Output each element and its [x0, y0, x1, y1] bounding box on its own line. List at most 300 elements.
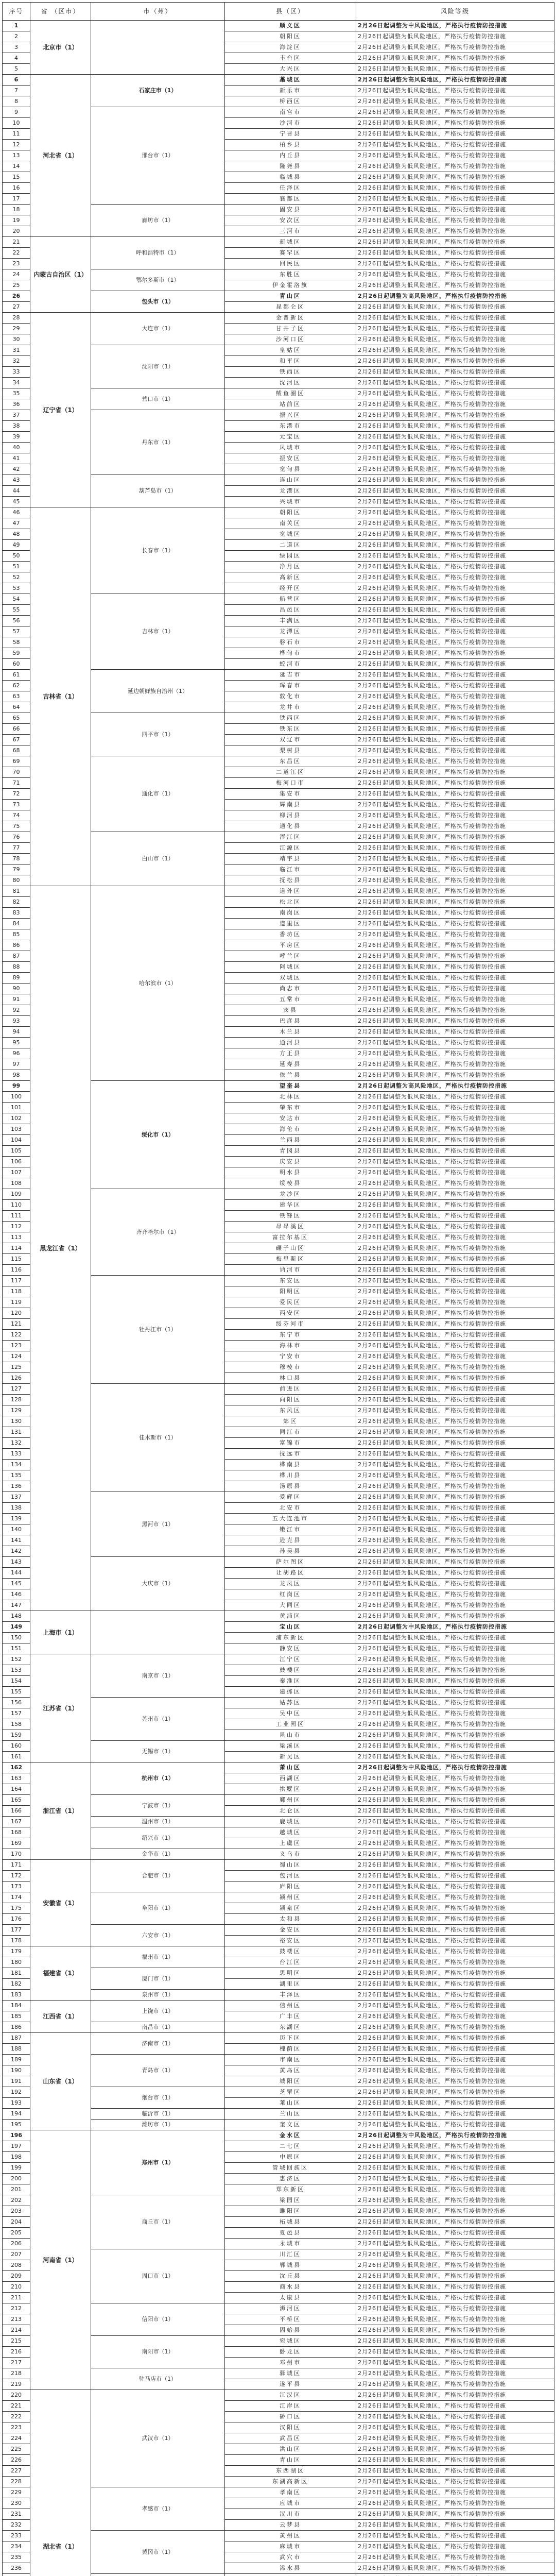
row-number: 139 [3, 1514, 30, 1524]
row-number: 41 [3, 453, 30, 464]
row-number: 183 [3, 1990, 30, 2001]
row-number: 53 [3, 583, 30, 594]
risk-level-cell: 2月26日起调整为低风险地区，严格执行疫情防控措施 [356, 1838, 554, 1849]
row-number: 114 [3, 1243, 30, 1254]
risk-level-cell: 2月26日起调整为低风险地区，严格执行疫情防控措施 [356, 1286, 554, 1297]
risk-level-cell: 2月26日起调整为低风险地区，严格执行疫情防控措施 [356, 1719, 554, 1730]
city-cell: 南京市（1） [91, 1654, 225, 1698]
row-number: 142 [3, 1546, 30, 1557]
county-cell: 台江区 [225, 1957, 356, 1968]
risk-level-cell: 2月26日起调整为低风险地区，严格执行疫情防控措施 [356, 2141, 554, 2152]
county-cell: 遂平县 [225, 2379, 356, 2390]
county-cell: 丰满区 [225, 616, 356, 626]
county-cell: 辉南县 [225, 800, 356, 810]
risk-level-cell: 2月26日起调整为低风险地区，严格执行疫情防控措施 [356, 172, 554, 183]
row-number: 141 [3, 1535, 30, 1546]
county-cell: 东昌区 [225, 756, 356, 767]
county-cell: 浉河区 [225, 2303, 356, 2314]
risk-level-cell: 2月26日起调整为低风险地区，严格执行疫情防控措施 [356, 691, 554, 702]
risk-level-cell: 2月26日起调整为低风险地区，严格执行疫情防控措施 [356, 464, 554, 475]
risk-level-cell: 2月26日起调整为低风险地区，严格执行疫情防控措施 [356, 280, 554, 291]
county-cell: 凤城市 [225, 443, 356, 453]
county-cell: 萨尔图区 [225, 1557, 356, 1568]
risk-level-cell: 2月26日起调整为低风险地区，严格执行疫情防控措施 [356, 1124, 554, 1135]
province-cell: 山东省（1） [30, 2033, 91, 2130]
county-cell: 东西湖区 [225, 2466, 356, 2477]
county-cell: 东湖区 [225, 2022, 356, 2033]
row-number: 54 [3, 594, 30, 605]
row-number: 225 [3, 2444, 30, 2455]
risk-level-cell: 2月26日起调整为低风险地区，严格执行疫情防控措施 [356, 626, 554, 637]
risk-level-cell: 2月26日起调整为低风险地区，严格执行疫情防控措施 [356, 616, 554, 626]
row-number: 57 [3, 626, 30, 637]
city-cell: 吉林市（1） [91, 594, 225, 670]
risk-level-cell: 2月26日起调整为低风险地区，严格执行疫情防控措施 [356, 367, 554, 378]
row-number: 215 [3, 2336, 30, 2347]
county-cell: 芝罘区 [225, 2087, 356, 2098]
county-cell: 庐阳区 [225, 1882, 356, 1892]
row-number: 72 [3, 789, 30, 800]
county-cell: 五大连池市 [225, 1514, 356, 1524]
county-cell: 靖宇县 [225, 854, 356, 865]
risk-level-cell: 2月26日起调整为低风险地区，严格执行疫情防控措施 [356, 486, 554, 497]
row-number: 71 [3, 778, 30, 789]
risk-level-cell: 2月26日起调整为低风险地区，严格执行疫情防控措施 [356, 1676, 554, 1687]
row-number: 43 [3, 475, 30, 486]
row-number: 60 [3, 659, 30, 670]
county-cell: 穆棱市 [225, 1362, 356, 1373]
county-cell: 义乌市 [225, 1849, 356, 1860]
risk-level-cell: 2月26日起调整为低风险地区，严格执行疫情防控措施 [356, 313, 554, 324]
risk-level-cell: 2月26日起调整为低风险地区，严格执行疫情防控措施 [356, 735, 554, 745]
county-cell: 蜀山区 [225, 1860, 356, 1871]
risk-level-cell: 2月26日起调整为低风险地区，严格执行疫情防控措施 [356, 2011, 554, 2022]
row-number: 106 [3, 1157, 30, 1167]
row-number: 146 [3, 1589, 30, 1600]
city-cell: 厦门市（1） [91, 1968, 225, 1990]
row-number: 108 [3, 1178, 30, 1189]
county-cell: 信州区 [225, 2001, 356, 2011]
county-cell: 皇姑区 [225, 345, 356, 356]
row-number: 188 [3, 2044, 30, 2055]
risk-level-cell: 2月26日起调整为低风险地区，严格执行疫情防控措施 [356, 86, 554, 96]
risk-level-cell: 2月26日起调整为低风险地区，严格执行疫情防控措施 [356, 2293, 554, 2303]
city-cell: 黄冈市（1） [91, 2531, 225, 2574]
county-cell: 包河区 [225, 1871, 356, 1882]
county-cell: 绿园区 [225, 551, 356, 562]
risk-level-cell: 2月26日起调整为高风险地区，严格执行疫情防控措施 [356, 291, 554, 302]
row-number: 35 [3, 388, 30, 399]
risk-level-cell: 2月26日起调整为低风险地区，严格执行疫情防控措施 [356, 2455, 554, 2466]
county-cell: 商水县 [225, 2282, 356, 2293]
county-cell: 二道江区 [225, 767, 356, 778]
row-number: 18 [3, 205, 30, 215]
risk-level-cell: 2月26日起调整为低风险地区，严格执行疫情防控措施 [356, 562, 554, 572]
city-cell: 白山市（1） [91, 832, 225, 886]
risk-level-cell: 2月26日起调整为低风险地区，严格执行疫情防控措施 [356, 1503, 554, 1514]
risk-level-cell: 2月26日起调整为低风险地区，严格执行疫情防控措施 [356, 31, 554, 42]
county-cell: 船营区 [225, 594, 356, 605]
city-cell: 丹东市（1） [91, 410, 225, 475]
county-cell: 青山区 [225, 291, 356, 302]
county-cell: 上虞区 [225, 1838, 356, 1849]
risk-level-cell: 2月26日起调整为低风险地区，严格执行疫情防控措施 [356, 2282, 554, 2293]
risk-level-cell: 2月26日起调整为低风险地区，严格执行疫情防控措施 [356, 259, 554, 269]
risk-level-cell: 2月26日起调整为低风险地区，严格执行疫情防控措施 [356, 410, 554, 421]
county-cell: 龙凤区 [225, 1579, 356, 1589]
county-cell: 鄞州区 [225, 1795, 356, 1806]
risk-level-cell: 2月26日起调整为低风险地区，严格执行疫情防控措施 [356, 1005, 554, 1016]
risk-level-cell: 2月26日起调整为低风险地区，严格执行疫情防控措施 [356, 670, 554, 681]
county-cell: 嫩江市 [225, 1524, 356, 1535]
row-number: 116 [3, 1265, 30, 1276]
city-cell: 郑州市（1） [91, 2130, 225, 2195]
risk-level-cell: 2月26日起调整为低风险地区，严格执行疫情防控措施 [356, 129, 554, 140]
city-cell: 齐齐哈尔市（1） [91, 1189, 225, 1276]
county-cell: 同江市 [225, 1427, 356, 1438]
row-number: 38 [3, 421, 30, 432]
row-number: 112 [3, 1222, 30, 1232]
risk-level-cell: 2月26日起调整为低风险地区，严格执行疫情防控措施 [356, 540, 554, 551]
risk-level-cell: 2月26日起调整为低风险地区，严格执行疫情防控措施 [356, 648, 554, 659]
county-cell: 桦南县 [225, 1460, 356, 1470]
row-number: 111 [3, 1211, 30, 1222]
row-number: 97 [3, 1059, 30, 1070]
risk-level-cell: 2月26日起调整为低风险地区，严格执行疫情防控措施 [356, 1687, 554, 1698]
county-cell: 鼓楼区 [225, 1665, 356, 1676]
row-number: 120 [3, 1308, 30, 1319]
row-number: 29 [3, 324, 30, 334]
table-row [3, 237, 554, 248]
risk-level-cell: 2月26日起调整为低风险地区，严格执行疫情防控措施 [356, 2087, 554, 2098]
province-cell: 上海市（1） [30, 1611, 91, 1654]
county-cell: 孝南区 [225, 2487, 356, 2498]
row-number: 65 [3, 713, 30, 724]
county-cell: 甘井子区 [225, 324, 356, 334]
risk-level-cell: 2月26日起调整为低风险地区，严格执行疫情防控措施 [356, 2487, 554, 2498]
risk-level-cell: 2月26日起调整为低风险地区，严格执行疫情防控措施 [356, 572, 554, 583]
risk-level-cell: 2月26日起调整为低风险地区，严格执行疫情防控措施 [356, 2109, 554, 2120]
county-cell: 梁园区 [225, 2195, 356, 2206]
row-number: 79 [3, 865, 30, 875]
row-number: 202 [3, 2195, 30, 2206]
county-cell: 江源区 [225, 843, 356, 854]
risk-level-cell: 2月26日起调整为低风险地区，严格执行疫情防控措施 [356, 2206, 554, 2217]
county-cell: 襄都区 [225, 194, 356, 205]
row-number: 137 [3, 1492, 30, 1503]
county-cell: 西湖区 [225, 1773, 356, 1784]
row-number: 67 [3, 735, 30, 745]
city-cell: 宁波市（1） [91, 1795, 225, 1817]
county-cell: 金水区 [225, 2130, 356, 2141]
county-cell: 隆尧县 [225, 161, 356, 172]
county-cell: 建邺区 [225, 1687, 356, 1698]
row-number: 80 [3, 875, 30, 886]
county-cell: 朝阳区 [225, 31, 356, 42]
header-risk-level: 风险等级 [356, 3, 554, 21]
risk-level-cell: 2月26日起调整为低风险地区，严格执行疫情防控措施 [356, 789, 554, 800]
risk-level-cell: 2月26日起调整为低风险地区，严格执行疫情防控措施 [356, 475, 554, 486]
row-number: 209 [3, 2271, 30, 2282]
county-cell: 桦甸市 [225, 648, 356, 659]
county-cell: 梁溪区 [225, 1741, 356, 1752]
county-cell: 桦川县 [225, 1470, 356, 1481]
county-cell: 通河县 [225, 1038, 356, 1048]
county-cell: 沈河区 [225, 378, 356, 388]
risk-level-cell: 2月26日起调整为低风险地区，严格执行疫情防控措施 [356, 929, 554, 940]
county-cell [225, 2574, 356, 2576]
county-cell: 方正县 [225, 1048, 356, 1059]
risk-level-cell: 2月26日起调整为低风险地区，严格执行疫情防控措施 [356, 53, 554, 64]
county-cell: 永城市 [225, 2239, 356, 2249]
county-cell: 中原区 [225, 2152, 356, 2163]
risk-level-cell: 2月26日起调整为低风险地区，严格执行疫情防控措施 [356, 1817, 554, 1827]
risk-level-cell: 2月26日起调整为低风险地区，严格执行疫情防控措施 [356, 2174, 554, 2184]
risk-level-cell: 2月26日起调整为低风险地区，严格执行疫情防控措施 [356, 388, 554, 399]
county-cell: 海伦市 [225, 1124, 356, 1135]
county-cell: 云梦县 [225, 2520, 356, 2531]
row-number: 47 [3, 518, 30, 529]
header-city: 市（州） [91, 3, 225, 21]
risk-level-cell: 2月26日起调整为低风险地区，严格执行疫情防控措施 [356, 507, 554, 518]
county-cell: 固始县 [225, 2325, 356, 2336]
row-number: 174 [3, 1892, 30, 1903]
county-cell: 浑江区 [225, 832, 356, 843]
county-cell: 阳明区 [225, 1286, 356, 1297]
county-cell: 富锦市 [225, 1438, 356, 1449]
row-number: 100 [3, 1092, 30, 1103]
county-cell: 抚远市 [225, 1449, 356, 1460]
county-cell: 海林市 [225, 1341, 356, 1351]
city-cell: 杭州市（1） [91, 1762, 225, 1795]
row-number: 153 [3, 1665, 30, 1676]
city-cell: 绥化市（1） [91, 1081, 225, 1189]
row-number: 171 [3, 1860, 30, 1871]
row-number: 109 [3, 1189, 30, 1200]
county-cell: 道外区 [225, 886, 356, 897]
county-cell: 巴彦县 [225, 1016, 356, 1027]
county-cell: 城阳区 [225, 2076, 356, 2087]
risk-level-cell: 2月26日起调整为低风险地区，严格执行疫情防控措施 [356, 767, 554, 778]
row-number: 13 [3, 150, 30, 161]
county-cell: 金普新区 [225, 313, 356, 324]
risk-level-cell: 2月26日起调整为低风险地区，严格执行疫情防控措施 [356, 2325, 554, 2336]
row-number: 83 [3, 908, 30, 919]
row-number: 86 [3, 940, 30, 951]
county-cell: 姑苏区 [225, 1698, 356, 1708]
county-cell: 太和县 [225, 1914, 356, 1925]
row-number: 223 [3, 2422, 30, 2433]
risk-level-cell: 2月26日起调整为低风险地区，严格执行疫情防控措施 [356, 1016, 554, 1027]
row-number: 91 [3, 994, 30, 1005]
row-number: 128 [3, 1395, 30, 1405]
county-cell: 奎文区 [225, 2120, 356, 2130]
risk-level-cell: 2月26日起调整为低风险地区，严格执行疫情防控措施 [356, 659, 554, 670]
row-number: 140 [3, 1524, 30, 1535]
risk-level-cell: 2月26日起调整为低风险地区，严格执行疫情防控措施 [356, 1341, 554, 1351]
county-cell: 新乐市 [225, 86, 356, 96]
city-cell: 南昌市（1） [91, 2022, 225, 2033]
row-number: 162 [3, 1762, 30, 1773]
row-number: 75 [3, 821, 30, 832]
county-cell: 铁西区 [225, 367, 356, 378]
county-cell: 鲅鱼圈区 [225, 388, 356, 399]
risk-level-cell: 2月26日起调整为低风险地区，严格执行疫情防控措施 [356, 248, 554, 259]
row-number: 159 [3, 1730, 30, 1741]
row-number: 154 [3, 1676, 30, 1687]
row-number: 165 [3, 1795, 30, 1806]
county-cell: 五常市 [225, 994, 356, 1005]
risk-level-cell: 2月26日起调整为低风险地区，严格执行疫情防控措施 [356, 2184, 554, 2195]
table-row [3, 2001, 554, 2011]
risk-level-cell: 2月26日起调整为低风险地区，严格执行疫情防控措施 [356, 1946, 554, 1957]
county-cell: 伊金霍洛旗 [225, 280, 356, 291]
county-cell: 望奎县 [225, 1081, 356, 1092]
row-number: 132 [3, 1438, 30, 1449]
risk-level-cell: 2月26日起调整为低风险地区，严格执行疫情防控措施 [356, 681, 554, 691]
row-number: 16 [3, 183, 30, 194]
row-number: 88 [3, 962, 30, 973]
risk-level-cell: 2月26日起调整为低风险地区，严格执行疫情防控措施 [356, 2314, 554, 2325]
county-cell: 青冈县 [225, 1146, 356, 1157]
city-cell: 鄂尔多斯市（1） [91, 269, 225, 291]
county-cell: 孙吴县 [225, 1546, 356, 1557]
row-number: 145 [3, 1579, 30, 1589]
city-cell: 临沂市（1） [91, 2109, 225, 2120]
risk-level-cell: 2月26日起调整为低风险地区，严格执行疫情防控措施 [356, 1330, 554, 1341]
county-cell: 龙港区 [225, 486, 356, 497]
row-number: 102 [3, 1113, 30, 1124]
row-number: 126 [3, 1373, 30, 1384]
risk-level-cell: 2月26日起调整为低风险地区，严格执行疫情防控措施 [356, 1059, 554, 1070]
row-number: 227 [3, 2466, 30, 2477]
row-number: 172 [3, 1871, 30, 1882]
county-cell: 大兴区 [225, 64, 356, 75]
row-number: 131 [3, 1427, 30, 1438]
row-number: 66 [3, 724, 30, 735]
row-number: 203 [3, 2206, 30, 2217]
row-number: 6 [3, 75, 30, 86]
risk-level-cell: 2月26日起调整为低风险地区，严格执行疫情防控措施 [356, 832, 554, 843]
county-cell: 湖里区 [225, 1979, 356, 1990]
row-number: 163 [3, 1773, 30, 1784]
city-cell: 烟台市（1） [91, 2087, 225, 2109]
county-cell: 柘城县 [225, 2217, 356, 2228]
city-cell: 大庆市（1） [91, 1557, 225, 1611]
county-cell: 庆安县 [225, 1157, 356, 1167]
county-cell: 内丘县 [225, 150, 356, 161]
row-number: 193 [3, 2098, 30, 2109]
table-row [3, 1946, 554, 1957]
county-cell: 东胜区 [225, 269, 356, 280]
risk-level-cell: 2月26日起调整为低风险地区，严格执行疫情防控措施 [356, 2055, 554, 2065]
risk-level-cell: 2月26日起调整为低风险地区，严格执行疫情防控措施 [356, 1600, 554, 1611]
county-cell: 通化县 [225, 821, 356, 832]
risk-level-cell: 2月26日起调整为低风险地区，严格执行疫情防控措施 [356, 1319, 554, 1330]
row-number: 78 [3, 854, 30, 865]
risk-level-cell: 2月26日起调整为低风险地区，严格执行疫情防控措施 [356, 1470, 554, 1481]
county-cell: 宛城区 [225, 2336, 356, 2347]
row-number: 73 [3, 800, 30, 810]
county-cell: 思明区 [225, 1968, 356, 1979]
risk-level-cell: 2月26日起调整为低风险地区，严格执行疫情防控措施 [356, 1524, 554, 1535]
row-number: 10 [3, 118, 30, 129]
row-number: 99 [3, 1081, 30, 1092]
county-cell: 兴城市 [225, 497, 356, 507]
risk-level-cell: 2月26日起调整为低风险地区，严格执行疫情防控措施 [356, 1027, 554, 1038]
risk-area-table [2, 2, 554, 2576]
city-cell: 青岛市（1） [91, 2055, 225, 2087]
county-cell: 东湖高新区 [225, 2477, 356, 2487]
row-number: 158 [3, 1719, 30, 1730]
county-cell: 兰西县 [225, 1135, 356, 1146]
row-number: 76 [3, 832, 30, 843]
risk-level-cell: 2月26日起调整为低风险地区，严格执行疫情防控措施 [356, 843, 554, 854]
city-cell: 周口市（1） [91, 2249, 225, 2303]
county-cell: 二道区 [225, 540, 356, 551]
row-number: 113 [3, 1232, 30, 1243]
row-number: 181 [3, 1968, 30, 1979]
risk-level-cell: 2月26日起调整为低风险地区，严格执行疫情防控措施 [356, 1222, 554, 1232]
row-number: 50 [3, 551, 30, 562]
county-cell: 集安市 [225, 789, 356, 800]
row-number: 179 [3, 1946, 30, 1957]
county-cell: 爱民区 [225, 1297, 356, 1308]
row-number: 199 [3, 2163, 30, 2174]
row-number: 196 [3, 2130, 30, 2141]
risk-level-cell: 2月26日起调整为低风险地区，严格执行疫情防控措施 [356, 302, 554, 313]
county-cell: 川汇区 [225, 2249, 356, 2260]
county-cell: 汤原县 [225, 1481, 356, 1492]
risk-level-cell: 2月26日起调整为低风险地区，严格执行疫情防控措施 [356, 345, 554, 356]
risk-level-cell: 2月26日起调整为低风险地区，严格执行疫情防控措施 [356, 1254, 554, 1265]
county-cell: 沈丘县 [225, 2271, 356, 2282]
city-cell: 金华市（1） [91, 1849, 225, 1860]
province-cell: 福建省（1） [30, 1946, 91, 2001]
province-cell: 辽宁省（1） [30, 313, 91, 507]
risk-level-cell: 2月26日起调整为低风险地区，严格执行疫情防控措施 [356, 1189, 554, 1200]
risk-level-cell: 2月26日起调整为低风险地区，严格执行疫情防控措施 [356, 2358, 554, 2368]
risk-level-cell: 2月26日起调整为低风险地区，严格执行疫情防控措施 [356, 421, 554, 432]
risk-level-cell: 2月26日起调整为低风险地区，严格执行疫情防控措施 [356, 2217, 554, 2228]
county-cell: 浠水县 [225, 2563, 356, 2574]
risk-level-cell: 2月26日起调整为低风险地区，严格执行疫情防控措施 [356, 1038, 554, 1048]
city-cell: 佳木斯市（1） [91, 1384, 225, 1492]
risk-level-cell: 2月26日起调整为低风险地区，严格执行疫情防控措施 [356, 2390, 554, 2401]
county-cell: 工业园区 [225, 1719, 356, 1730]
row-number: 82 [3, 897, 30, 908]
county-cell: 龙潭区 [225, 626, 356, 637]
county-cell: 向阳区 [225, 1395, 356, 1405]
county-cell: 新吴区 [225, 1752, 356, 1762]
row-number: 216 [3, 2347, 30, 2358]
county-cell: 东风区 [225, 1405, 356, 1416]
county-cell: 鹿城区 [225, 1817, 356, 1827]
row-number: 84 [3, 919, 30, 929]
county-cell: 临城县 [225, 172, 356, 183]
county-cell: 萧山区 [225, 1762, 356, 1773]
risk-level-cell: 2月26日起调整为低风险地区，严格执行疫情防控措施 [356, 1103, 554, 1113]
table-row [3, 1762, 554, 1773]
city-cell: 武汉市（1） [91, 2390, 225, 2487]
risk-level-cell: 2月26日起调整为低风险地区，严格执行疫情防控措施 [356, 64, 554, 75]
header-province: 省 （区市） [30, 3, 91, 21]
county-cell: 林口县 [225, 1373, 356, 1384]
row-number: 74 [3, 810, 30, 821]
risk-level-cell: 2月26日起调整为低风险地区，严格执行疫情防控措施 [356, 1589, 554, 1600]
risk-level-cell: 2月26日起调整为低风险地区，严格执行疫情防控措施 [356, 443, 554, 453]
county-cell: 桥西区 [225, 96, 356, 107]
